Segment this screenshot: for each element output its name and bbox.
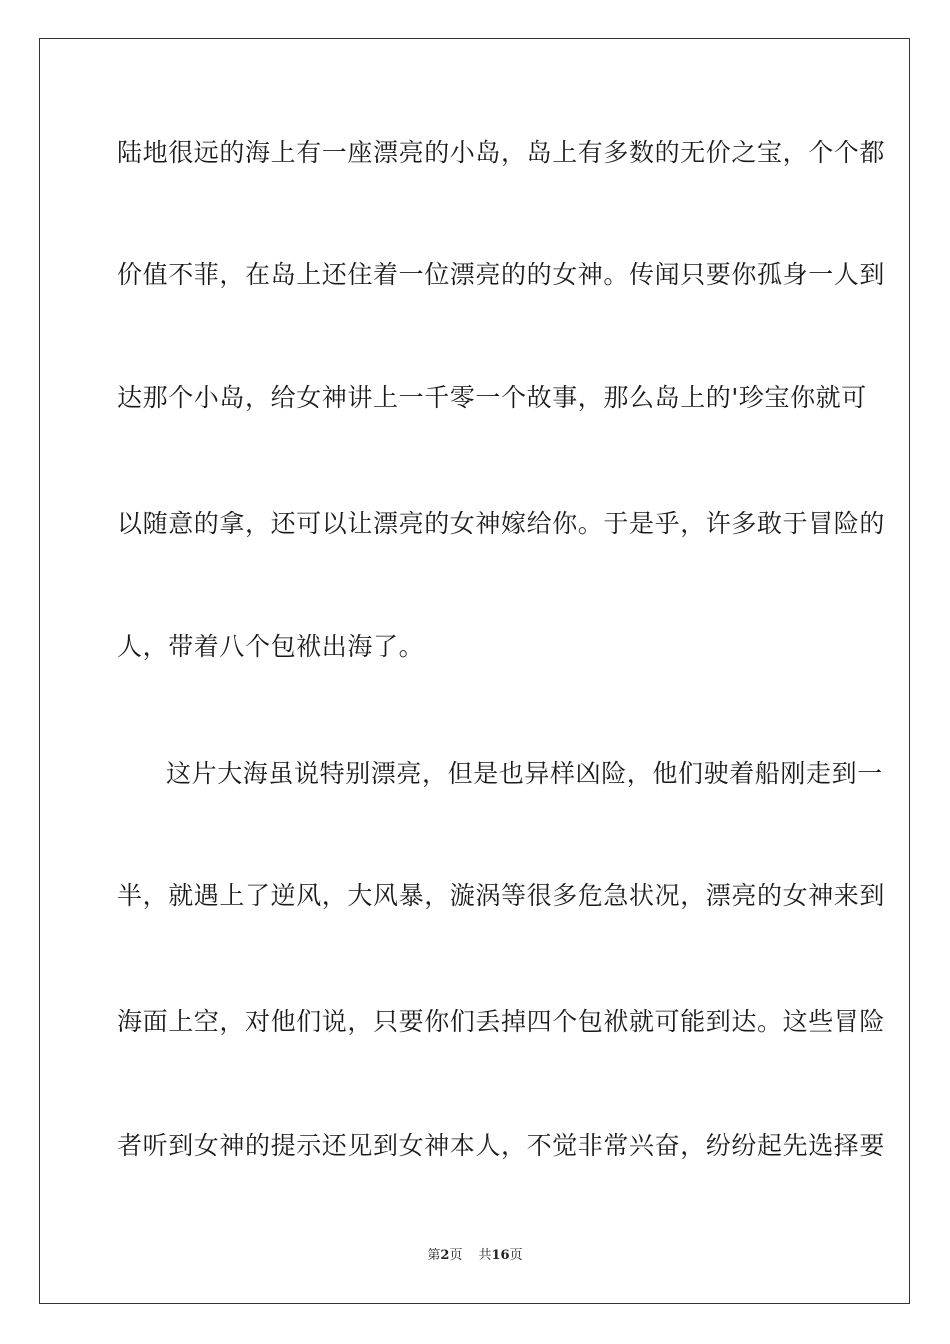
paragraph-line: 者听到女神的提示还见到女神本人，不觉非常兴奋，纷纷起先选择要	[117, 1131, 886, 1160]
total-suffix: 页	[509, 1248, 523, 1263]
total-pages: 16	[491, 1248, 510, 1263]
page-prefix: 第	[427, 1248, 441, 1263]
total-prefix: 共	[478, 1248, 492, 1263]
paragraph-line: 价值不菲，在岛上还住着一位漂亮的的女神。传闻只要你孤身一人到	[117, 260, 886, 289]
paragraph-line: 这片大海虽说特别漂亮，但是也异样凶险，他们驶着船刚走到一	[166, 759, 883, 788]
paragraph-line: 半，就遇上了逆风，大风暴，漩涡等很多危急状况，漂亮的女神来到	[117, 881, 886, 910]
paragraph-line: 海面上空，对他们说，只要你们丢掉四个包袱就可能到达。这些冒险	[117, 1007, 886, 1036]
page-border	[39, 38, 910, 1304]
page-suffix: 页	[449, 1248, 463, 1263]
page-footer	[0, 1247, 950, 1265]
paragraph-line: 陆地很远的海上有一座漂亮的小岛，岛上有多数的无价之宝，个个都	[117, 138, 886, 167]
paragraph-line: 达那个小岛，给女神讲上一千零一个故事，那么岛上的'珍宝你就可	[117, 383, 867, 412]
paragraph-line: 以随意的拿，还可以让漂亮的女神嫁给你。于是乎，许多敢于冒险的	[117, 509, 886, 538]
paragraph-line: 人，带着八个包袱出海了。	[117, 632, 425, 661]
page-number: 2	[440, 1248, 450, 1263]
